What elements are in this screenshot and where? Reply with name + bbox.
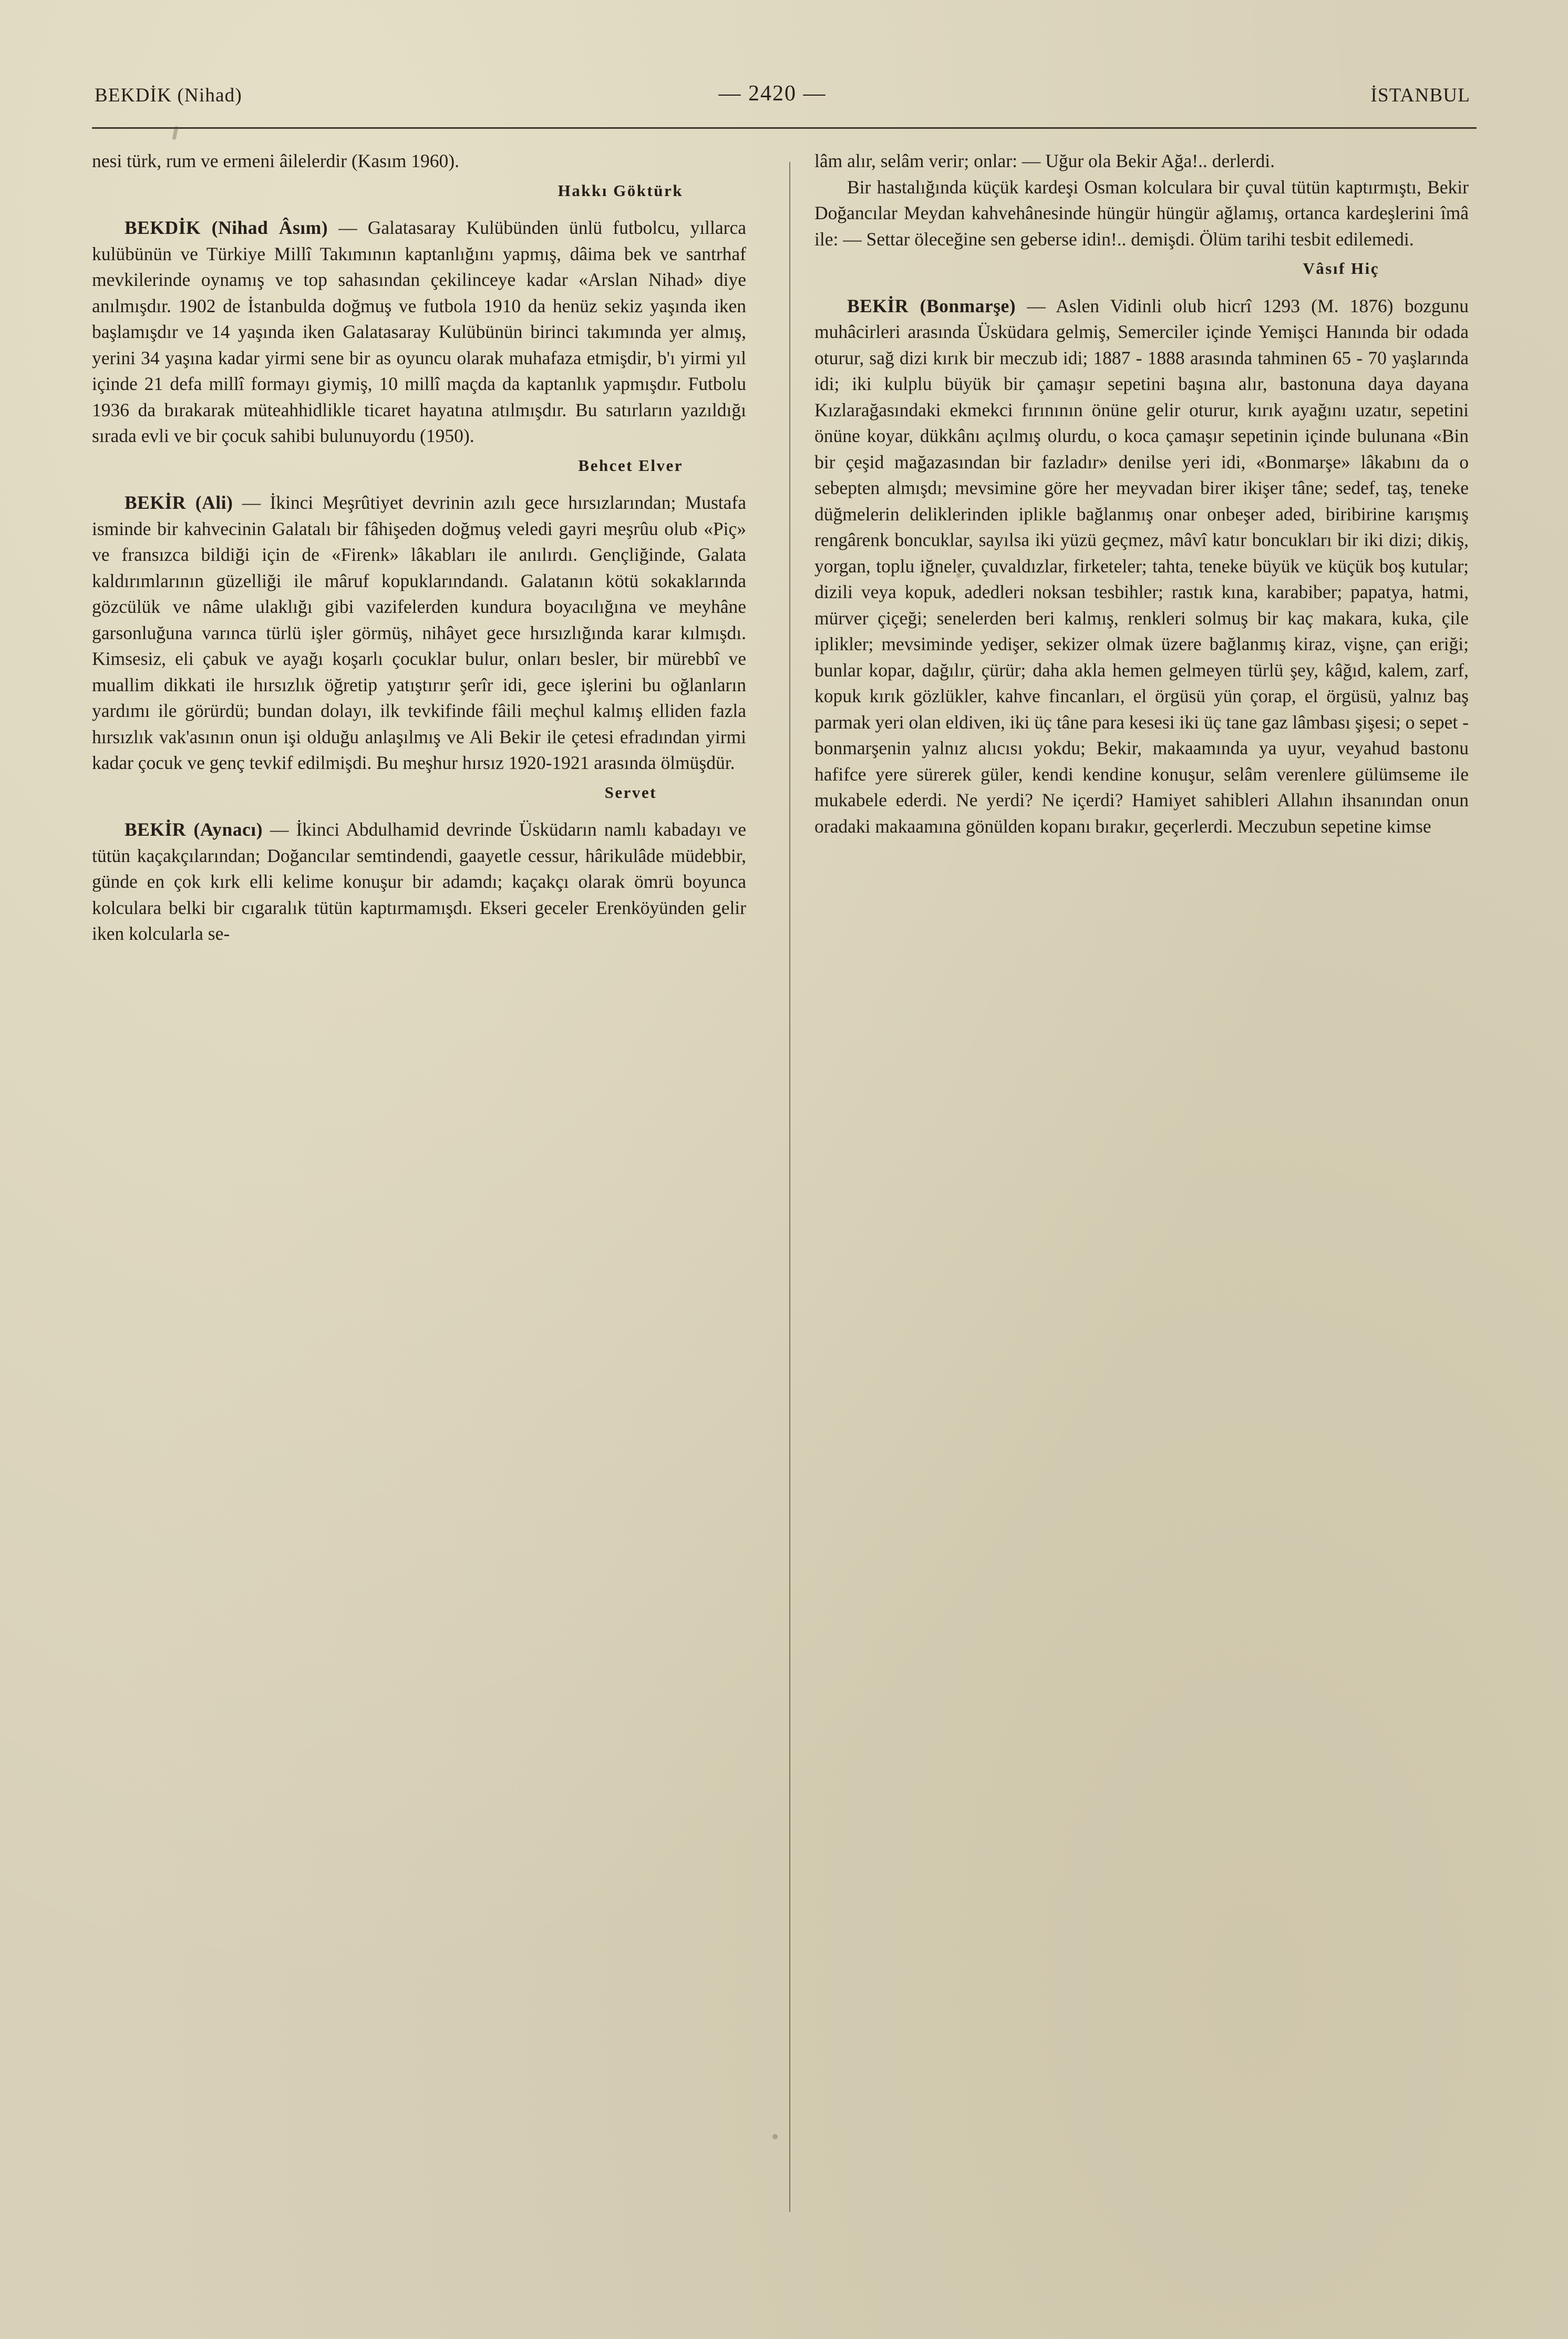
paragraph-continuation: lâm alır, selâm verir; onlar: — Uğur ola Bekir Ağa!.. derlerdi. bbox=[814, 150, 1275, 171]
right-column bbox=[814, 148, 1469, 839]
entry-signature: Servet bbox=[604, 783, 657, 802]
header-left-entry: BEKDİK (Nihad) bbox=[95, 85, 242, 106]
dictionary-entry bbox=[92, 215, 746, 449]
dictionary-entry bbox=[92, 490, 746, 776]
header-right-title: İSTANBUL bbox=[1370, 85, 1470, 106]
page-header bbox=[63, 79, 1482, 129]
columns-container bbox=[63, 148, 1482, 2261]
entry-body: — İkinci Abdulhamid devrinde Üsküdarın namlı kabadayı ve tütün kaçakçılarından; Doğancılar semtindendi, gaayetle cessur, hârikulâde müdebbir, günde en çok kırk elli kelime konuşur bir adamdı; kaçakçı olarak ömrü boyunca kolculara belki bir cıgaralık tütün kaptırmamışdı. Ekseri geceler Erenköyünden gelir iken kolcularla se- bbox=[92, 819, 747, 944]
entry-body: — İkinci Meşrûtiyet devrinin azılı gece hırsızlarından; Mustafa isminde bir kahvecinin Galatalı bir fâhişeden doğmuş veledi gayri meşrûu olub «Piç» ve fransızca bildiği için de «Firenk» lâkabları ile anılırdı. Gençliğinde, Galata kaldırımlarının güzelliği ile mâruf kopuklarındandı. Galatanın kötü sokaklarında gözcülük ve nâme ulaklığı gibi vazifelerden kundura boyacılığına ve meyhâne garsonluğuna varınca türlü işler görmüş, nihâyet gece hırsızlığında karar kılmışdı. Kimsesiz, eli çabuk ve ayağı koşarlı çocuklar bulur, onları besler, bir mürebbî ve muallim dikkati ile hırsızlık öğretip yatıştırır şerîr idi, gece işlerini bu oğlanların yardımı ile görürdü; bundan dolayı, ilk tevkifinde fâili meçhul kalmış elliden fazla hırsızlık vak'asının onun işi olduğu anlaşılmış ve Ali Bekir ile çetesi efradından yirmi kadar çocuk ve genç tevkif edilmişdi. Bu meşhur hırsız 1920-1921 arasında ölmüşdür. bbox=[92, 492, 746, 773]
paragraph-continuation: nesi türk, rum ve ermeni âilelerdir (Kasım 1960). bbox=[92, 150, 459, 171]
page-sheet bbox=[63, 79, 1482, 2276]
page-number: — 2420 — bbox=[718, 81, 827, 106]
entry-body: — Aslen Vidinli olub hicrî 1293 (M. 1876) bozgunu muhâcirleri arasında Üsküdara gelmiş, Semerciler içinde Yemişci Hanında bir odada oturur, sağ dizi kırık bir meczub idi; 1887 - 1888 arasında tahminen 65 - 70 yaşlarında idi; iki kulplu büyük bir çamaşır sepetini başına alır, bastonuna daya dayana Kızlarağasındaki ekmekci fırınının önüne gelir oturur, kırık ayağını uzatır, sepetini önüne koyar, dükkânı açılmış olurdu, o koca çamaşır sepetinin içinde bulunana «Bin bir çeşid mağazasından bir fazladır» denilse yeri idi, «Bonmarşe» lâkabını da o sebepten almışdı; mevsimine göre her meyvadan birer ikişer tâne; sedef, taş, teneke düğmelerin deliklerinden iplikle bağlanmış onar onbeşer aded, biribirine karışmış rengârenk boncuklar, sayılsa iki yüzü geçmez, mâvî katır boncukları bir iki dizi; dikiş, yorgan, toplu iğneler, çuvaldızlar, firketeler; tahta, teneke büyük ve küçük boş kutular; dizili veya kopuk, adedleri noksan tesbihler; rastık kına, karabiber; papatya, hatmi, mürver çiçeği; senelerden beri kalmış, renkleri solmuş bir kaç makara, kuka, çile iplikler; mevsiminde yedişer, sekizer olmak üzere bağlanmış kiraz, vişne, çan eriği; bunlar kopar, dağılır, çürür; daha akla hemen gelmeyen türlü şey, kâğıd, kalem, zarf, kopuk kırık gözlükler, kahve fincanları, el örgüsü yün çorap, el örgüsü, yalnız baş parmak yeri olan eldiven, iki üç tâne para kesesi iki üç tane gaz lâmbası şişesi; o sepet - bonmarşenin yalnız alıcısı yokdu; Bekir, makaamında ya uyur, veyahud bastonu hafifce yere sürerek güler, kendi kendine konuşur, selâm verenlere gülümseme ile mukabele ederdi. Ne yerdi? Ne içerdi? Hamiyet sahibleri Allahın ihsanından onun oradaki makaamına gönülden kopanı bırakır, geçerlerdi. Meczubun sepetine kimse bbox=[814, 295, 1469, 837]
entry-body: — Galatasaray Kulübünden ünlü futbolcu, yıllarca kulübünün ve Türkiye Millî Takımının kaptanlığını yapmış, dâima bek ve santrhaf mevkilerinde oynamış ve top sahasından çekilinceye kadar «Arslan Nihad» diye anılmışdır. 1902 de İstanbulda doğmuş ve futbola 1910 da henüz sekiz yaşında iken başlamışdır ve 14 yaşında iken Galatasaray Kulübünün birinci takımında yer almış, yerini 34 yaşına kadar yirmi sene bir as oyuncu olarak muhafaza etmişdir, b'ı yirmi yıl içinde 21 defa millî formayı giymiş, 10 millî maçda da kaptanlık yapmışdır. Futbolu 1936 da bırakarak müteahhidlikle ticaret hayatına atılmışdır. Bu satırların yazıldığı sırada evli ve bir çocuk sahibi bulunuyordu (1950). bbox=[92, 217, 747, 446]
dictionary-entry bbox=[814, 293, 1469, 840]
entry-signature: Behcet Elver bbox=[578, 456, 683, 475]
entry-signature: Hakkı Göktürk bbox=[558, 181, 683, 200]
header-rule bbox=[92, 127, 1477, 129]
entry-headword: BEKİR (Ali) bbox=[125, 492, 233, 513]
dictionary-entry bbox=[92, 817, 746, 947]
entry-signature: Vâsıf Hiç bbox=[1303, 259, 1379, 278]
column-divider bbox=[789, 162, 790, 2212]
left-column bbox=[92, 148, 746, 947]
entry-headword: BEKDİK (Nihad Âsım) bbox=[125, 217, 328, 238]
paragraph: Bir hastalığında küçük kardeşi Osman kolculara bir çuval tütün kaptırmıştı, Bekir Doğancılar Meydan kahvehânesinde hüngür hüngür ağlamış, ortanca kardeşlerini îmâ ile: — Settar öleceğine sen geberse idin!.. demişdi. Ölüm tarihi tesbit edilemedi. bbox=[814, 176, 1469, 250]
entry-headword: BEKİR (Aynacı) bbox=[125, 819, 263, 840]
entry-headword: BEKİR (Bonmarşe) bbox=[847, 295, 1016, 316]
